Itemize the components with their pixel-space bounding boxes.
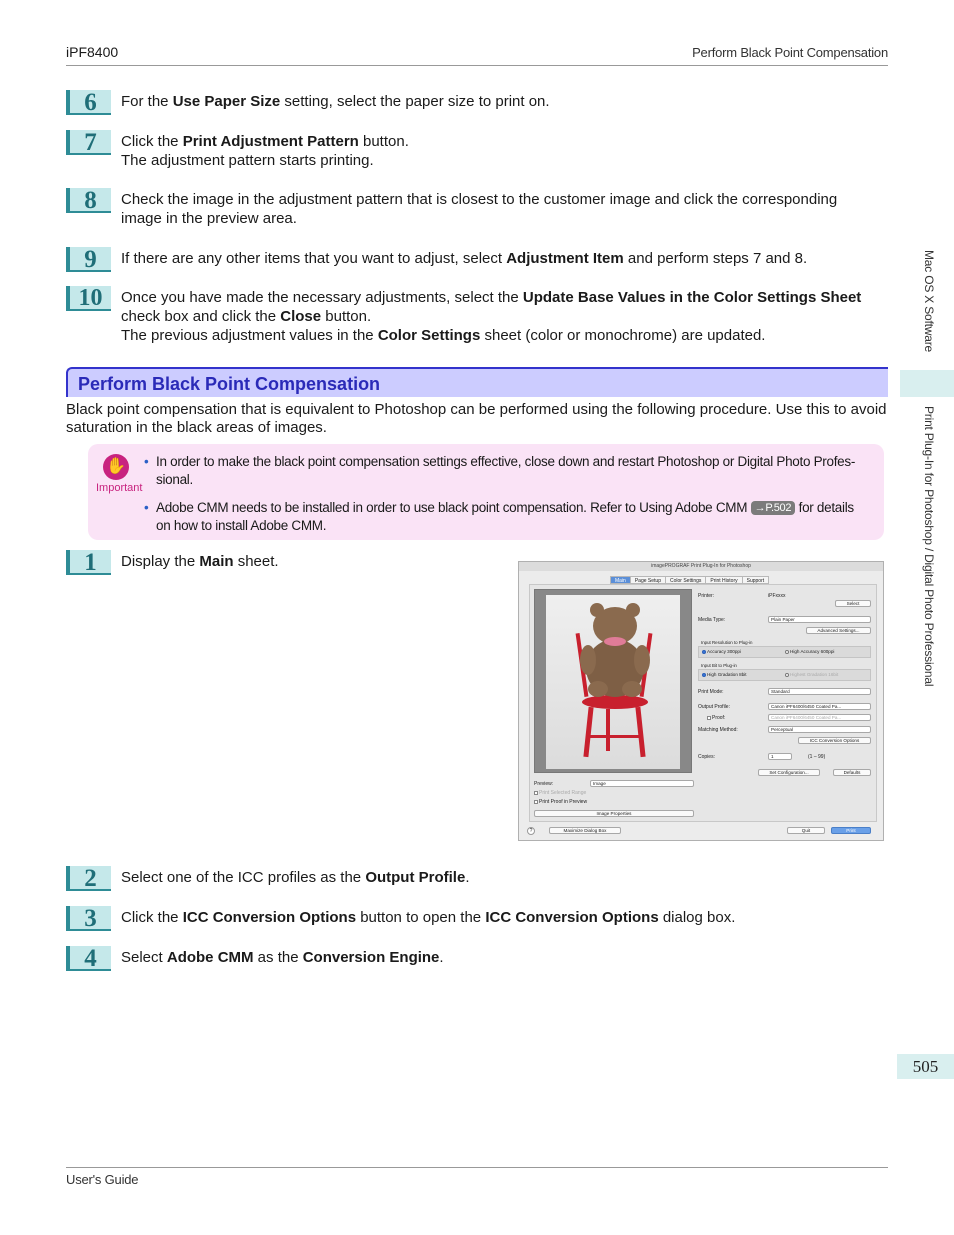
matching-method-label: Matching Method: [698, 727, 738, 733]
tab-page-setup[interactable]: Page Setup [630, 576, 666, 584]
step-text: Display the Main sheet. [121, 553, 279, 570]
step-text: Click the ICC Conversion Options button to open the ICC Conversion Options dialog box. [121, 909, 736, 926]
page-reference-link[interactable]: →P.502 [751, 501, 796, 515]
side-tab-mac-os-x-software[interactable]: Mac OS X Software [922, 250, 936, 352]
step-number: 4 [66, 946, 111, 971]
bit-8-radio[interactable] [702, 672, 747, 677]
side-tab-indicator [900, 370, 954, 397]
note-text: In order to make the black point compensation settings effective, close down and restart Photoshop or Digital Photo Profes-sional. [156, 454, 856, 487]
tab-color-settings[interactable]: Color Settings [665, 576, 706, 584]
step-text: Click the Print Adjustment Pattern button. The adjustment pattern starts printing. [121, 133, 409, 169]
section-header [66, 367, 888, 397]
footer-divider [66, 1167, 888, 1168]
bit-16-radio[interactable] [785, 672, 838, 677]
header-product: iPF8400 [66, 44, 119, 60]
media-type-label: Media Type: [698, 617, 726, 623]
step-text: If there are any other items that you want to adjust, select Adjustment Item and perform steps 7 and 8. [121, 250, 808, 267]
step-7 [66, 130, 888, 170]
important-label: Important [96, 482, 143, 494]
step-number: 10 [66, 286, 111, 311]
radio-dot-icon [785, 673, 789, 677]
advanced-settings-button[interactable]: Advanced Settings... [806, 627, 871, 634]
page-number: 505 [897, 1054, 954, 1079]
step-number: 6 [66, 90, 111, 115]
resolution-300-radio[interactable] [702, 649, 741, 654]
checkbox-icon [707, 716, 711, 720]
resolution-group [698, 646, 871, 658]
bear-arm [634, 645, 650, 675]
chair-leg [606, 709, 610, 751]
radio-dot-icon [785, 650, 789, 654]
section-intro: Black point compensation that is equivalent to Photoshop can be performed using the following procedure. Use this to avoid saturation in the black areas of images. [66, 401, 887, 436]
radio-dot-icon [702, 650, 706, 654]
preview-area[interactable] [534, 589, 692, 773]
step-6 [66, 89, 888, 116]
dialog-tabs [611, 576, 769, 584]
step-text: Select one of the ICC profiles as the Output Profile. [121, 869, 470, 886]
resolution-600-radio[interactable] [785, 649, 834, 654]
bullet-icon: • [144, 500, 149, 515]
input-bit-label: Input Bit to Plug-in [701, 663, 737, 668]
side-tab-print-plugin[interactable]: Print Plug-In for Photoshop / Digital Photo Professional [922, 406, 936, 687]
note-text-before: Adobe CMM needs to be installed in order to use black point compensation. Refer to Using Adobe CMM [156, 500, 751, 515]
step-1 [66, 549, 506, 576]
icc-conversion-options-button[interactable]: ICC Conversion Options [798, 737, 871, 744]
radio-dot-icon [702, 673, 706, 677]
proof-checkbox[interactable] [707, 715, 725, 721]
printer-label: Printer: [698, 593, 715, 599]
step-text: Select Adobe CMM as the Conversion Engine. [121, 949, 444, 966]
bear-bow [604, 637, 626, 646]
step-number: 1 [66, 550, 111, 575]
radio-label: High Gradation 8bit [707, 672, 747, 677]
step-4 [66, 945, 888, 972]
note-item [146, 499, 871, 535]
bit-group [698, 669, 871, 681]
plugin-dialog-screenshot [518, 561, 884, 841]
output-profile-label: Output Profile: [698, 704, 730, 710]
dialog-panel [529, 584, 877, 822]
chair-rung [590, 735, 640, 738]
print-mode-select[interactable]: Standard [768, 688, 871, 695]
bear-leg [622, 681, 642, 697]
help-icon[interactable]: ? [527, 827, 535, 835]
printer-value: iPFxxxx [768, 593, 786, 599]
step-number: 2 [66, 866, 111, 891]
image-properties-button[interactable]: Image Properties [534, 810, 694, 817]
copies-label: Copies: [698, 754, 715, 760]
chair-leg [635, 707, 645, 757]
select-printer-button[interactable]: Select [835, 600, 871, 607]
note-text-after: for details on how to install Adobe CMM. [156, 500, 854, 533]
print-button[interactable]: Print [831, 827, 871, 834]
radio-label: Highest Gradation 16bit [790, 672, 839, 677]
checkbox-icon [534, 791, 538, 795]
checkbox-label: Print Proof in Preview [539, 799, 588, 805]
bear-leg [588, 681, 608, 697]
step-text: Once you have made the necessary adjustments, select the Update Base Values in the Color Settings Sheet check box and click the Close button. The previous adjustment values in the Color Settings sheet (color or monochrome) are updated. [121, 289, 862, 344]
matching-method-select[interactable]: Perceptual [768, 726, 871, 733]
preview-label: Preview: [534, 781, 554, 787]
print-mode-label: Print Mode: [698, 689, 724, 695]
quit-button[interactable]: Quit [787, 827, 825, 834]
media-type-select[interactable]: Plain Paper [768, 616, 871, 623]
step-2 [66, 865, 888, 892]
output-profile-select[interactable]: Canon iPF6400/6450 Coated Pa... [768, 703, 871, 710]
preview-image [546, 595, 680, 769]
footer-title: User's Guide [66, 1172, 139, 1187]
step-number: 3 [66, 906, 111, 931]
step-10 [66, 286, 888, 346]
proof-label: Proof: [712, 715, 726, 721]
step-8 [66, 188, 888, 228]
maximize-dialog-button[interactable]: Maximize Dialog Box [549, 827, 621, 834]
step-9 [66, 246, 888, 273]
step-text: For the Use Paper Size setting, select the paper size to print on. [121, 93, 550, 110]
bear-arm [580, 645, 596, 675]
note-text [156, 499, 871, 535]
radio-label: High Accuracy 600ppi [790, 649, 835, 654]
header-divider [66, 65, 888, 66]
tab-print-history[interactable]: Print History [705, 576, 742, 584]
bullet-icon: • [144, 454, 149, 469]
proof-select[interactable]: Canon iPF6400/6450 Coated Pa... [768, 714, 871, 721]
print-proof-checkbox[interactable] [534, 799, 587, 805]
chair-leg [583, 707, 593, 757]
header-section: Perform Black Point Compensation [692, 45, 888, 60]
step-number: 9 [66, 247, 111, 272]
input-resolution-label: Input Resolution to Plug-in [701, 640, 753, 645]
note-item [146, 453, 871, 489]
dialog-title: imagePROGRAF Print Plug-In for Photoshop [519, 562, 883, 571]
tab-support[interactable]: Support [742, 576, 770, 584]
step-number: 8 [66, 188, 111, 213]
tab-main[interactable]: Main [610, 576, 631, 584]
preview-select[interactable]: Image [590, 780, 694, 787]
set-configuration-button[interactable]: Set Configuration... [758, 769, 820, 776]
defaults-button[interactable]: Defaults [833, 769, 871, 776]
radio-label: Accuracy 300ppi [707, 649, 741, 654]
step-text: Check the image in the adjustment pattern that is closest to the customer image and click the corresponding image in the preview area. [121, 191, 838, 227]
important-note [88, 444, 884, 540]
step-3 [66, 905, 888, 932]
copies-input[interactable]: 1 [768, 753, 792, 760]
checkbox-label: Print Selected Range [539, 790, 587, 796]
checkbox-icon [534, 800, 538, 804]
copies-range: (1 – 99) [808, 754, 826, 760]
step-number: 7 [66, 130, 111, 155]
section-title: Perform Black Point Compensation [78, 374, 381, 394]
hand-stop-icon: ✋ [103, 454, 129, 480]
print-selected-range-checkbox[interactable] [534, 790, 586, 796]
